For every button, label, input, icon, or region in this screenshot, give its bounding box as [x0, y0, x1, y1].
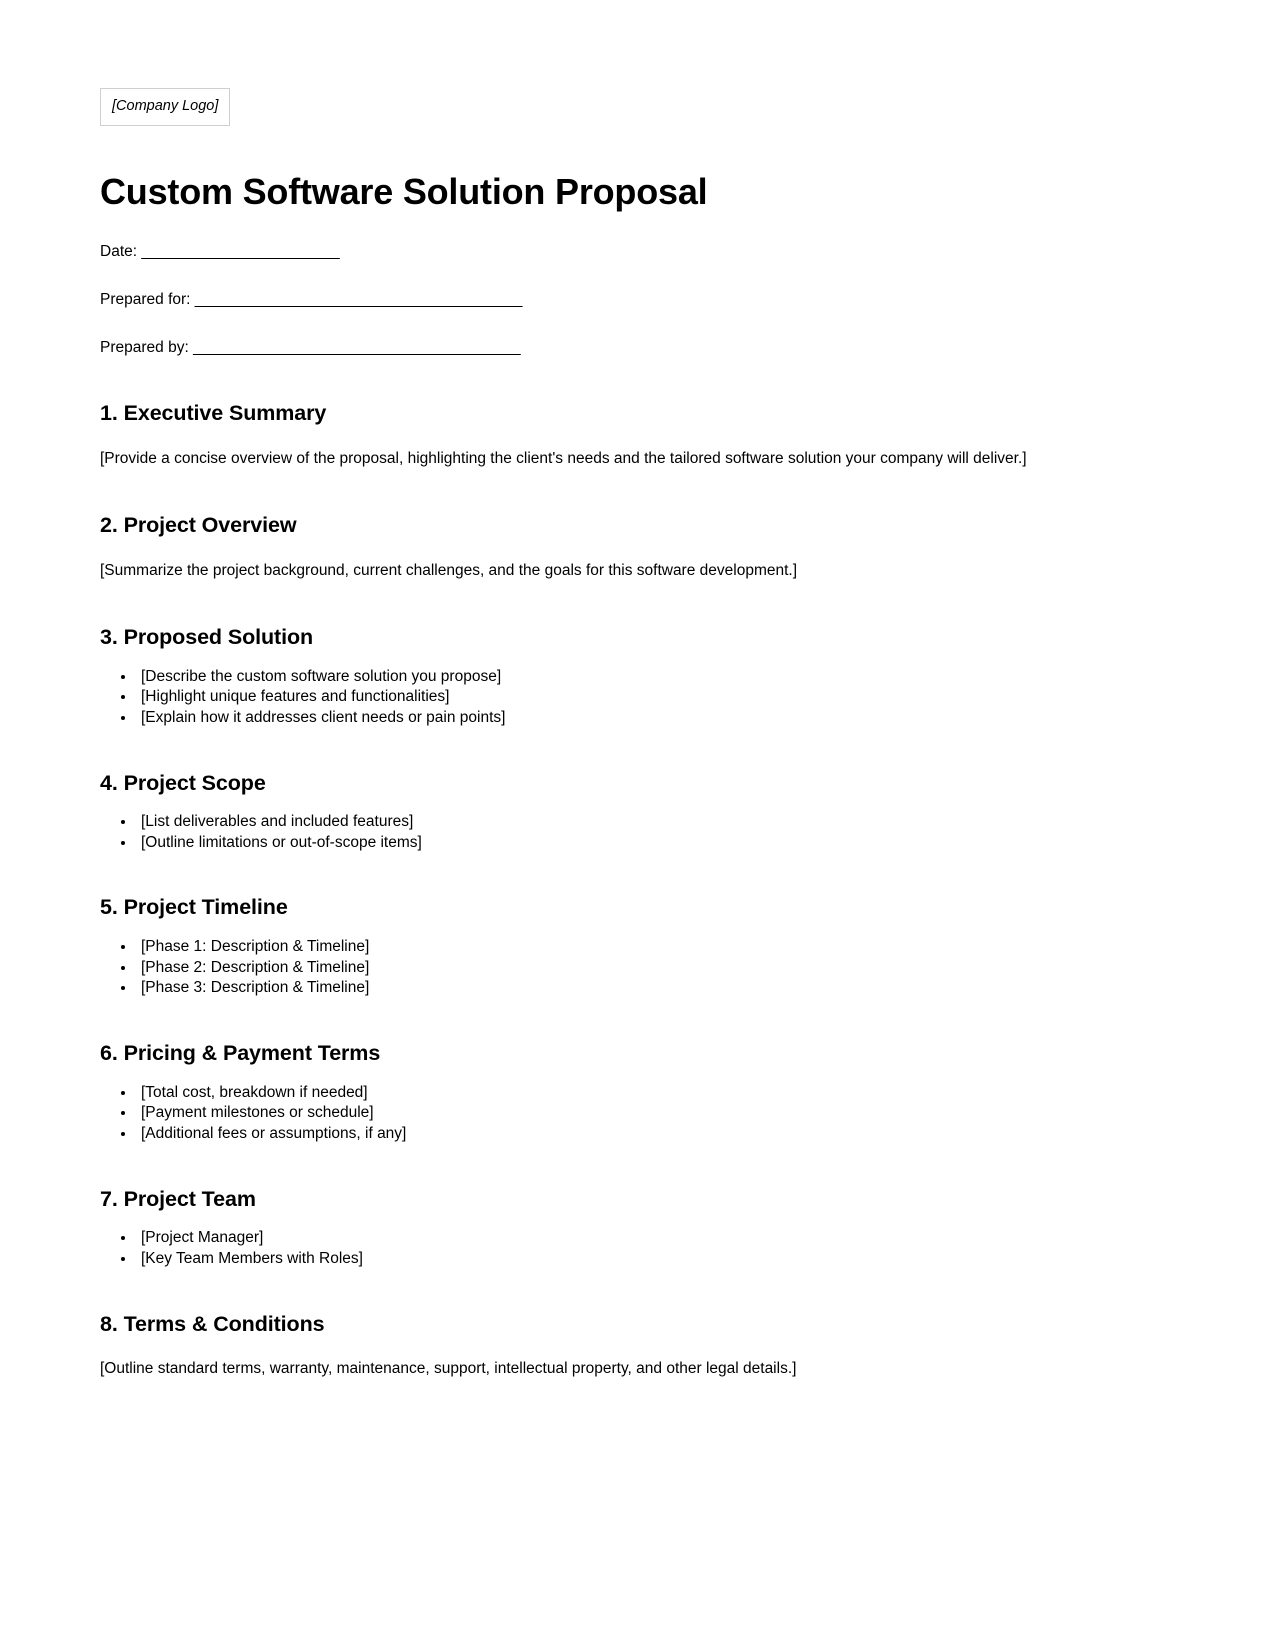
- field-prepared-for-rule[interactable]: ______________________________________: [194, 291, 523, 309]
- list-item: • [Phase 2: Description & Timeline]: [136, 959, 1163, 978]
- page-title: Custom Software Solution Proposal: [100, 170, 708, 212]
- list-item: • [Payment milestones or schedule]: [136, 1104, 1163, 1123]
- section-list-proposed-solution: [100, 668, 1163, 728]
- field-prepared-by-rule[interactable]: ______________________________________: [193, 339, 521, 357]
- section-heading-project-team: 7. Project Team: [100, 1186, 256, 1211]
- field-prepared-for-label: Prepared for:: [100, 291, 195, 309]
- list-item: • [Highlight unique features and functionalities]: [136, 688, 1163, 707]
- field-date: [100, 242, 1163, 262]
- section-text-project-overview: [Summarize the project background, current challenges, and the goals for this software development.]: [100, 562, 798, 579]
- list-item: • [Additional fees or assumptions, if any]: [136, 1125, 1163, 1144]
- list-item: • [Describe the custom software solution you propose]: [136, 668, 1163, 687]
- section-heading-terms-conditions: 8. Terms & Conditions: [100, 1311, 325, 1336]
- section-list-project-timeline: [100, 938, 1163, 998]
- field-prepared-by-label: Prepared by:: [100, 339, 194, 357]
- section-heading-project-overview: 2. Project Overview: [100, 513, 297, 538]
- list-item: • [Total cost, breakdown if needed]: [136, 1084, 1163, 1103]
- section-text-terms-conditions: [Outline standard terms, warranty, maintenance, support, intellectual property, and other legal details.]: [100, 1360, 797, 1378]
- list-item: • [Phase 3: Description & Timeline]: [136, 979, 1163, 998]
- field-prepared-for: [100, 290, 1163, 310]
- list-item: • [Explain how it addresses client needs or pain points]: [136, 709, 1163, 728]
- list-item: • [Phase 1: Description & Timeline]: [136, 938, 1163, 957]
- section-list-project-scope: [100, 813, 1163, 852]
- section-list-pricing-payment-terms: [100, 1084, 1163, 1144]
- field-prepared-by: [100, 338, 1163, 358]
- section-heading-proposed-solution: 3. Proposed Solution: [100, 624, 314, 649]
- company-logo-placeholder: [100, 88, 230, 126]
- section-heading-project-timeline: 5. Project Timeline: [100, 895, 288, 920]
- list-item: • [Key Team Members with Roles]: [136, 1250, 1163, 1269]
- section-heading-project-scope: 4. Project Scope: [100, 770, 266, 795]
- list-item: • [Project Manager]: [136, 1229, 1163, 1248]
- field-date-label: Date:: [100, 243, 142, 261]
- company-logo-label: [Company Logo]: [112, 98, 219, 114]
- section-list-project-team: [100, 1229, 1163, 1268]
- list-item: • [List deliverables and included features]: [136, 813, 1163, 832]
- section-heading-executive-summary: 1. Executive Summary: [100, 401, 327, 426]
- section-heading-pricing-payment-terms: 6. Pricing & Payment Terms: [100, 1041, 381, 1066]
- field-date-rule[interactable]: _______________________: [141, 243, 340, 261]
- section-text-executive-summary: [Provide a concise overview of the proposal, highlighting the client's needs and the tailored software solution your company will deliver.]: [100, 450, 1027, 468]
- list-item: • [Outline limitations or out-of-scope items]: [136, 834, 1163, 853]
